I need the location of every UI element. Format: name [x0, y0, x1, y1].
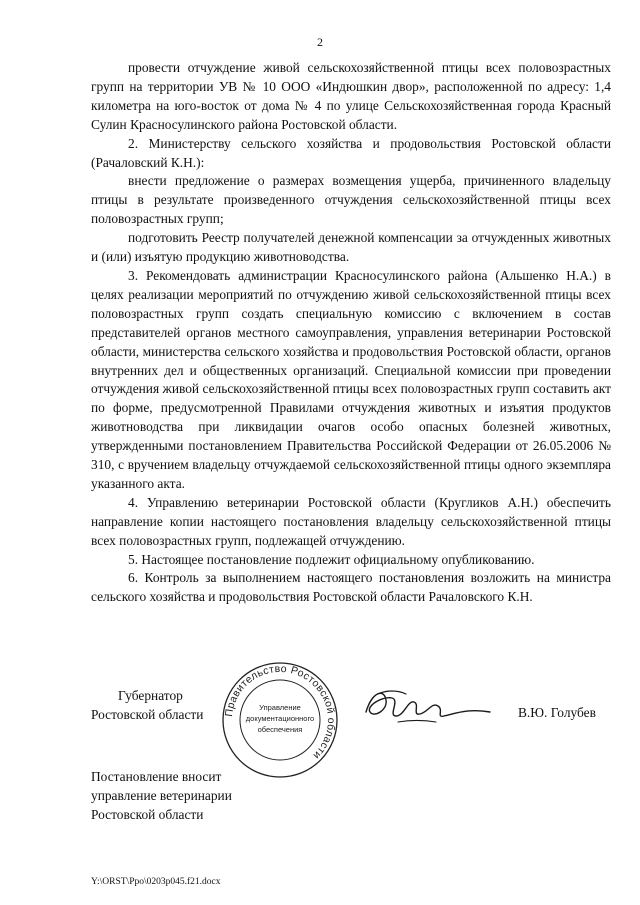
stamp-outer-text: Правительство Ростовской области — [223, 662, 338, 762]
page-number: 2 — [317, 35, 323, 49]
paragraph-6: 4. Управлению ветеринарии Ростовской области (Кругликов А.Н.) обеспечить направление копии настоящего постановления владельцу сельскохозяйственной птицы всех половозрастных групп, подлежащей отчуждению. — [91, 494, 611, 548]
document-body — [91, 59, 611, 607]
paragraph-5: 3. Рекомендовать администрации Красносулинского района (Альшенко Н.А.) в целях реализации мероприятий по отчуждению живой сельскохозяйственной птицы всех половозрастных групп создать специальную комиссию с включением в состав представителей органов местного самоуправления, управления ветеринарии Ростовской области, министерства сельского хозяйства и продовольствия Ростовской области, органов внутренних дел и общественных организаций. Специальной комиссии при проведении отчуждения живой сельскохозяйственной птицы всех половозрастных групп составить акт по форме, предусмотренной Правилами отчуждения животных и изъятия продуктов животноводства при ликвидации очагов особо опасных болезней животных, утвержденными постановлением Правительства Российской Федерации от 26.05.2006 № 310, с вручением владельцу отчуждаемой сельскохозяйственной птицы одного экземпляра указанного акта. — [91, 267, 611, 491]
file-path: Y:\ORST\Ppo\0203p045.f21.docx — [91, 877, 221, 887]
stamp-inner-line2: документационного — [245, 714, 315, 723]
handwritten-signature — [358, 682, 498, 730]
paragraph-2: 2. Министерству сельского хозяйства и продовольствия Ростовской области (Рачаловский К.Н.): — [91, 135, 611, 170]
paragraph-3: внести предложение о размерах возмещения ущерба, причиненного владельцу птицы в результате произведенного отчуждения сельскохозяйственной птицы всех половозрастных групп; — [91, 173, 611, 227]
signer-title — [91, 687, 203, 725]
paragraph-4: подготовить Реестр получателей денежной компенсации за отчужденных животных и (или) изъятую продукцию животноводства. — [91, 230, 611, 265]
stamp-inner-line1: Управление — [259, 703, 301, 712]
signature-block — [0, 660, 640, 770]
signer-title-line1: Губернатор — [118, 688, 183, 703]
footer-note-line3: Ростовской области — [91, 806, 204, 822]
stamp-inner-line3: обеспечения — [257, 725, 303, 734]
paragraph-8: 6. Контроль за выполнением настоящего постановления возложить на министра сельского хозяйства и продовольствия Ростовской области Рачаловского К.Н. — [91, 570, 611, 605]
svg-text:Правительство Ростовской облас — [223, 663, 337, 762]
footer-note-line1: Постановление вносит — [91, 769, 222, 784]
footer-note — [91, 768, 232, 825]
footer-note-line2: управление ветеринарии — [91, 787, 232, 803]
signer-name: В.Ю. Голубев — [518, 705, 596, 720]
paragraph-1: провести отчуждение живой сельскохозяйственной птицы всех половозрастных групп на территории УВ № 10 ООО «Индюшкин двор», расположенной по адресу: 1,4 километра на юго-восток от дома № 4 по улице Сельскохозяйственная города Красный Сулин Красносулинского района Ростовской области. — [91, 60, 611, 132]
signer-title-line2: Ростовской области — [91, 706, 204, 722]
paragraph-7: 5. Настоящее постановление подлежит официальному опубликованию. — [128, 551, 535, 567]
official-stamp — [220, 660, 340, 780]
